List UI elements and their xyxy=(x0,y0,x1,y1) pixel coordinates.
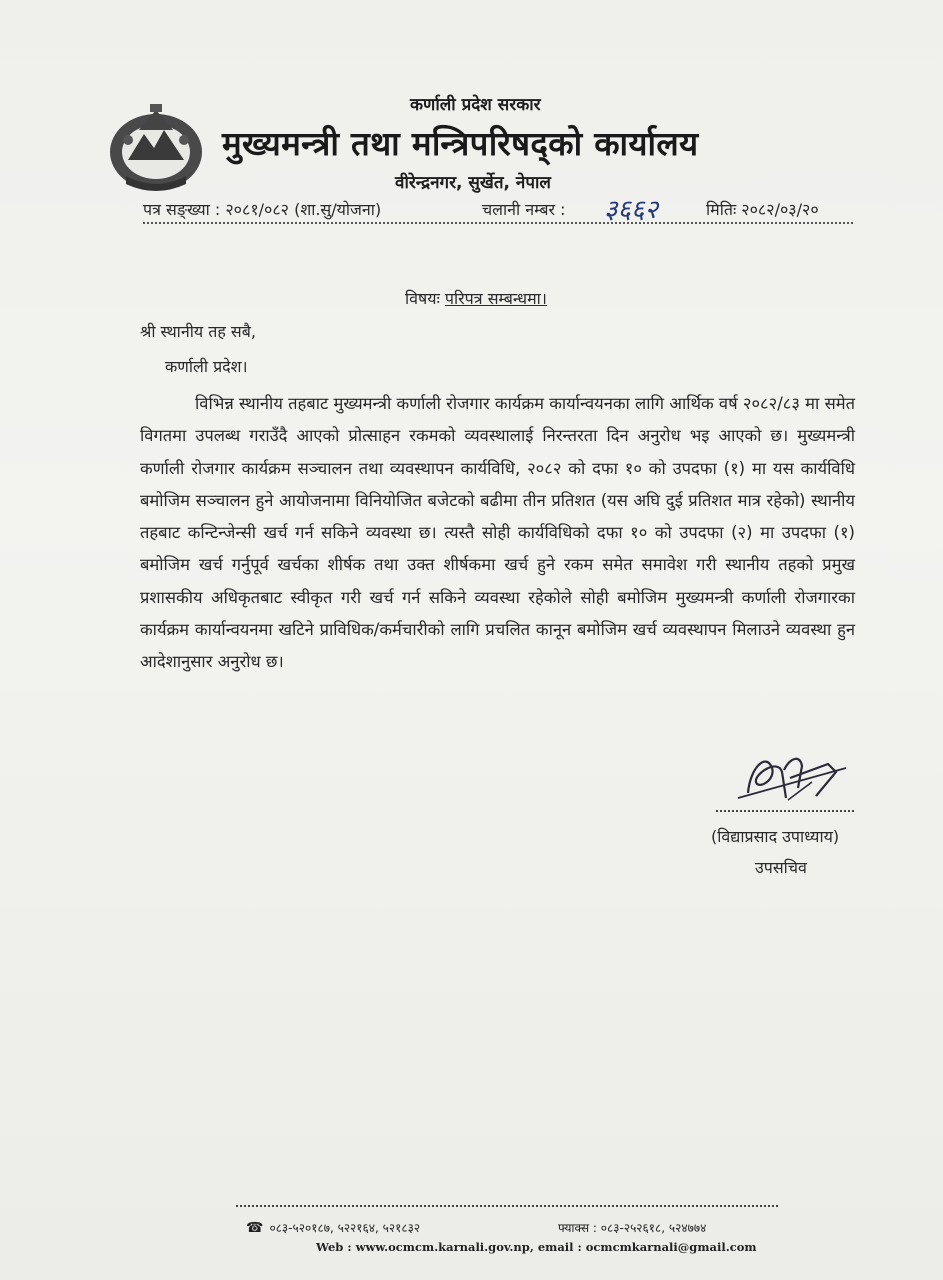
signature-line xyxy=(716,810,854,812)
government-name: कर्णाली प्रदेश सरकार xyxy=(410,95,541,115)
phone-icon: ☎ xyxy=(246,1220,264,1236)
letter-number: पत्र सङ्ख्या : २०८१/०८२ (शा.सु/योजना) xyxy=(143,200,382,219)
body-paragraph: विभिन्न स्थानीय तहबाट मुख्यमन्त्री कर्णाली रोजगार कार्यक्रम कार्यान्वयनका लागि आर्थिक वर्ष २०८२/८३ मा समेत विगतमा उपलब्ध गराउँदै आएको प्रोत्साहन रकमको व्यवस्थालाई निरन्तरता दिन अनुरोध भइ आएको छ। मुख्यमन्त्री कर्णाली रोजगार कार्यक्रम सञ्चालन तथा व्यवस्थापन कार्यविधि, २०८२ को दफा १० को उपदफा (१) मा यस कार्यविधि बमोजिम सञ्चालन हुने आयोजनामा विनियोजित बजेटको बढीमा तीन प्रतिशत (यस अघि दुई प्रतिशत मात्र रहेको) स्थानीय तहबाट कन्टिन्जेन्सी खर्च गर्न सकिने व्यवस्था छ। त्यस्तै सोही कार्यविधिको दफा १० को उपदफा (२) मा उपदफा (१) बमोजिम खर्च गर्नुपूर्व खर्चका शीर्षक तथा उक्त शीर्षकमा खर्च हुने रकम समेत समावेश गरी स्थानीय तहको प्रमुख प्रशासकीय अधिकृतबाट स्वीकृत गरी खर्च गर्न सकिने व्यवस्था रहेकोले सोही बमोजिम मुख्यमन्त्री कर्णाली रोजगारका कार्यक्रम कार्यान्वयनमा खटिने प्राविधिक/कर्मचारीको लागि प्रचलित कानून बमोजिम खर्च व्यवस्थापन मिलाउने व्यवस्था हुन आदेशानुसार अनुरोध छ। xyxy=(140,394,855,672)
subject-label: विषयः xyxy=(405,289,440,308)
office-address: वीरेन्द्रनगर, सुर्खेत, नेपाल xyxy=(395,173,551,193)
footer-web-email: Web : www.ocmcm.karnali.gov.np, email : ocmcmkarnali@gmail.com xyxy=(316,1240,757,1254)
header-divider xyxy=(143,222,853,224)
nepal-emblem-icon xyxy=(106,100,206,192)
phone-numbers: ०८३-५२०१८७, ५२२१६४, ५२१८३२ xyxy=(269,1221,421,1235)
signature-mark xyxy=(728,738,853,818)
letter-date: मितिः २०८२/०३/२० xyxy=(706,200,819,219)
recipient-line-2: कर्णाली प्रदेश। xyxy=(165,357,248,376)
footer-divider xyxy=(236,1205,778,1207)
subject-line xyxy=(405,287,547,309)
dispatch-label: चलानी नम्बर : xyxy=(482,200,566,219)
office-title: मुख्यमन्त्री तथा मन्त्रिपरिषद्को कार्यालय xyxy=(222,124,699,163)
subject-text: परिपत्र सम्बन्धमा। xyxy=(444,289,547,308)
footer-fax: फ्याक्स : ०८३-२५२६१८, ५२४७७४ xyxy=(558,1221,707,1235)
footer-phone xyxy=(246,1219,420,1236)
signatory-title: उपसचिव xyxy=(755,858,807,877)
signatory-name: (विद्याप्रसाद उपाध्याय) xyxy=(711,827,840,846)
dispatch-number: ३६६२ xyxy=(604,195,659,225)
recipient-line-1: श्री स्थानीय तह सबै, xyxy=(140,322,256,341)
